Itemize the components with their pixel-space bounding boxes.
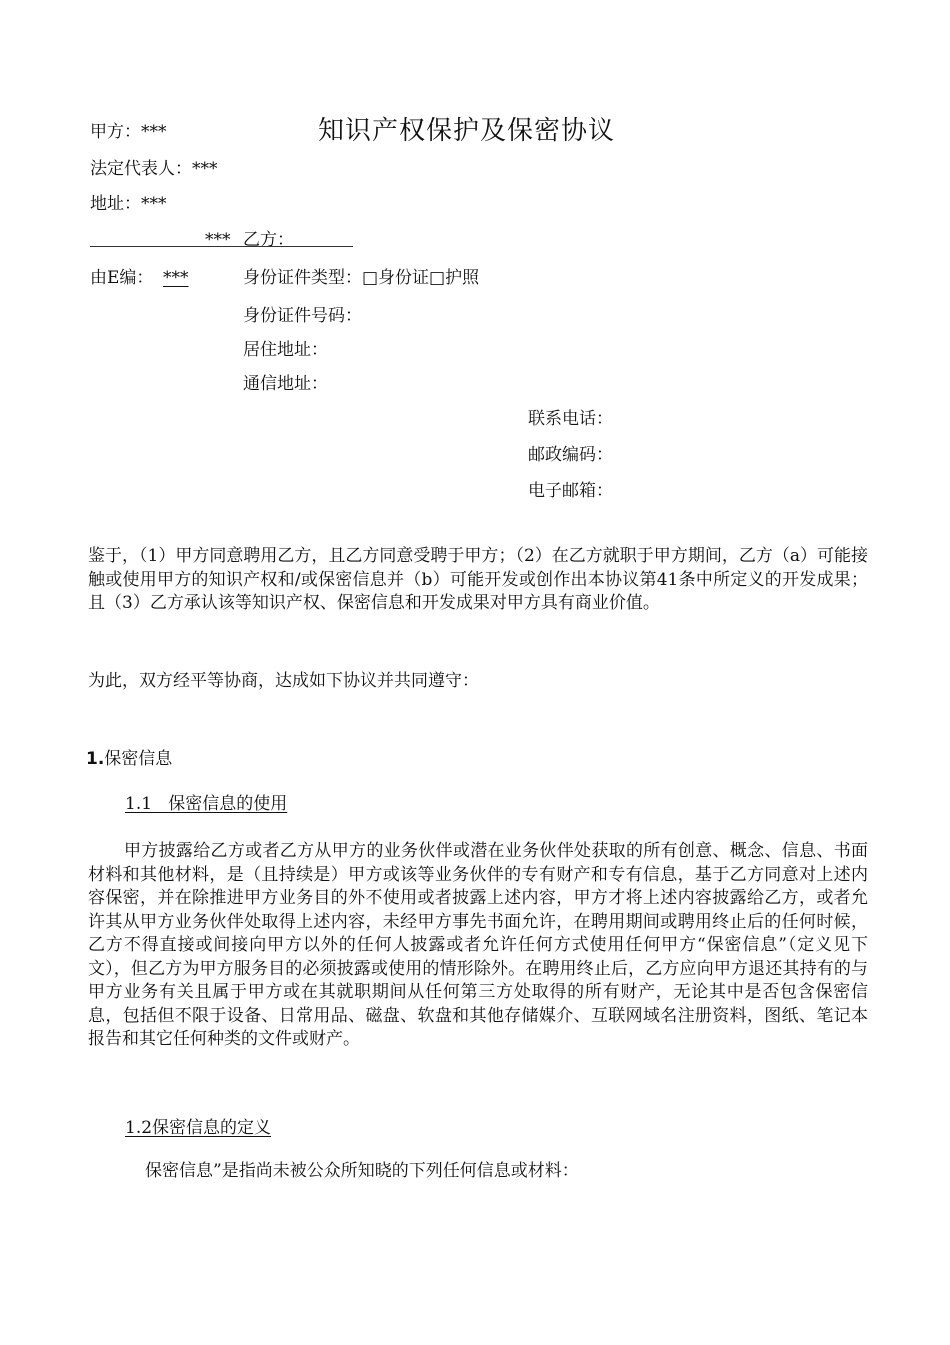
subsection-1-2-paragraph: 保密信息”是指尚未被公众所知晓的下列任何信息或材料： xyxy=(145,1161,579,1181)
legal-representative-line: 法定代表人：*** xyxy=(90,159,218,179)
document-title: 知识产权保护及保密协议 xyxy=(318,116,616,146)
party-b-underline xyxy=(90,246,353,247)
postcode-label: 由E编： xyxy=(90,268,154,288)
section-1-number: 1. xyxy=(86,749,105,769)
id-type-line: 身份证件类型：□身份证□护照 xyxy=(243,268,480,288)
section-1-title: 保密信息 xyxy=(104,749,173,769)
postcode-value: *** xyxy=(163,268,189,288)
recital-paragraph: 鉴于，（1）甲方同意聘用乙方，且乙方同意受聘于甲方；（2）在乙方就职于甲方期间，乙方（a）可能接触或使用甲方的知识产权和/或保密信息并（b）可能开发或创作出本协议第41条中所定义的开发成果；且（3）乙方承认该等知识产权、保密信息和开发成果对甲方具有商业价值。 xyxy=(88,546,868,613)
party-b-line-value: *** xyxy=(205,230,231,250)
section-1-heading xyxy=(86,744,172,769)
subsection-1-1-paragraph: 甲方披露给乙方或者乙方从甲方的业务伙伴或潜在业务伙伴处获取的所有创意、概念、信息、书面材料和其他材料，是（且持续是）甲方或该等业务伙伴的专有财产和专有信息，基于乙方同意对上述内容保密，并在除推进甲方业务目的外不使用或者披露上述内容，甲方才将上述内容披露给乙方，或者允许其从甲方业务伙伴处取得上述内容，未经甲方事先书面允许，在聘用期间或聘用终止后的任何时候，乙方不得直接或间接向甲方以外的任何人披露或者允许任何方式使用任何甲方“保密信息”（定义见下文），但乙方为甲方服务目的必须披露或使用的情形除外。在聘用终止后，乙方应向甲方退还其持有的与甲方业务有关且属于甲方或在其就职期间从任何第三方处取得的所有财产，无论其中是否包含保密信息，包括但不限于设备、日常用品、磁盘、软盘和其他存储媒介、互联网域名注册资料，图纸、笔记本报告和其它任何种类的文件或财产。 xyxy=(88,841,868,1049)
email-line: 电子邮箱： xyxy=(528,481,613,501)
residence-address-line: 居住地址： xyxy=(243,340,328,360)
subsection-1-1-title: 1.1 保密信息的使用 xyxy=(125,794,288,814)
party-a-line: 甲方：*** xyxy=(90,122,167,142)
postal-code-line: 邮政编码： xyxy=(528,445,613,465)
address-line: 地址：*** xyxy=(90,194,167,214)
phone-line: 联系电话： xyxy=(528,409,613,429)
id-number-line: 身份证件号码： xyxy=(243,306,362,326)
agreement-intro: 为此，双方经平等协商，达成如下协议并共同遵守： xyxy=(88,671,479,691)
mailing-address-line: 通信地址： xyxy=(243,374,328,394)
subsection-1-2-title: 1.2保密信息的定义 xyxy=(125,1118,272,1138)
party-b-label: 乙方： xyxy=(243,230,294,250)
